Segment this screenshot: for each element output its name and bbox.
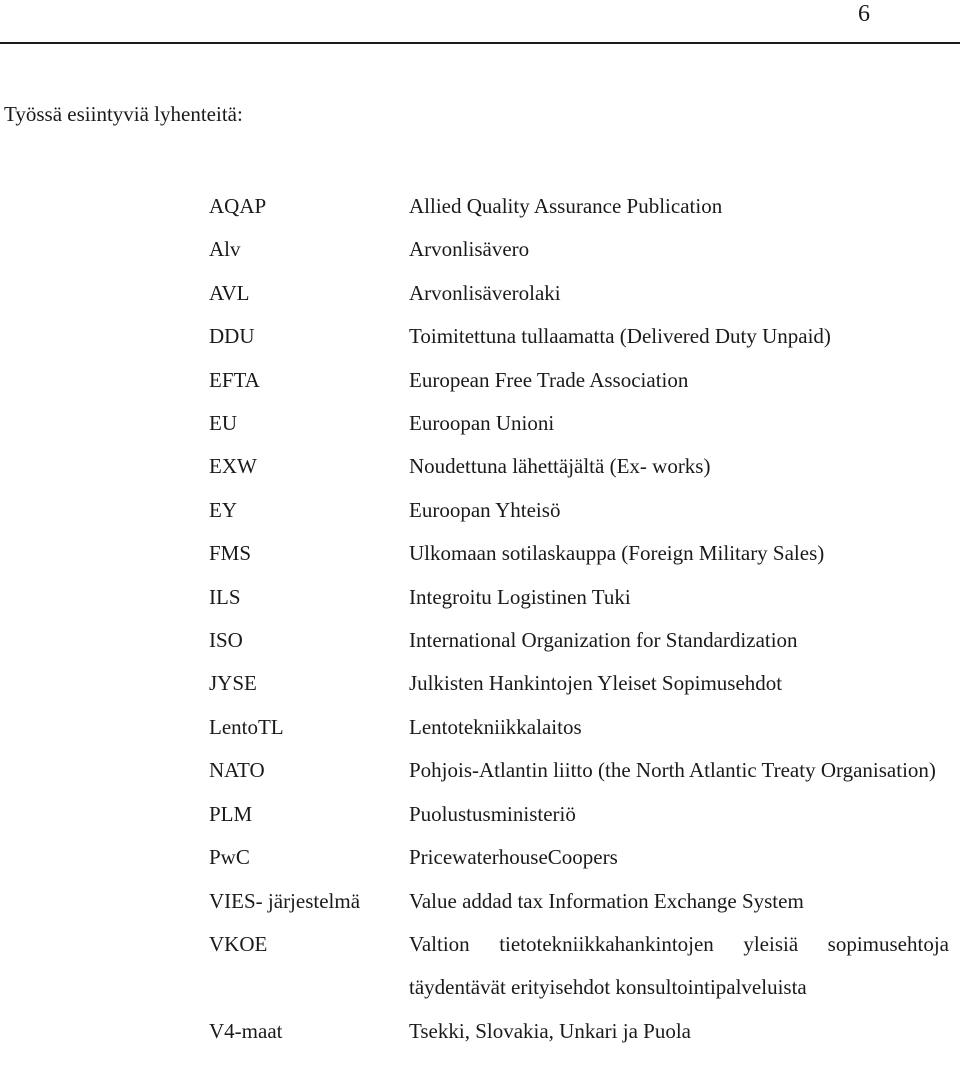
abbreviation-term: FMS (209, 541, 252, 566)
abbreviation-definition: Allied Quality Assurance Publication (409, 194, 723, 218)
abbreviation-term: NATO (209, 758, 265, 783)
abbreviation-row (209, 793, 949, 836)
header-rule (0, 42, 960, 44)
abbreviation-term: VKOE (209, 931, 268, 956)
abbreviation-row (209, 749, 949, 792)
abbreviation-row (209, 1010, 949, 1053)
abbreviation-definition: Toimitettuna tullaamatta (Delivered Duty Unpaid) (409, 324, 831, 349)
abbreviation-definition: Value addad tax Information Exchange System (409, 888, 804, 913)
abbreviation-term: EFTA (209, 367, 260, 392)
abbreviation-term: PwC (209, 845, 250, 870)
section-heading: Työssä esiintyviä lyhenteitä: (4, 102, 243, 126)
abbreviation-term: DDU (209, 324, 255, 349)
abbreviation-term: EXW (209, 454, 257, 479)
abbreviation-definition: Euroopan Unioni (409, 411, 555, 436)
abbreviation-definition: Euroopan Yhteisö (409, 497, 561, 522)
abbreviation-definition: International Organization for Standardization (409, 628, 798, 653)
abbreviation-term: LentoTL (209, 714, 284, 739)
abbreviation-term: ISO (209, 628, 243, 653)
abbreviation-term: ILS (209, 584, 241, 609)
abbreviation-row (209, 445, 949, 488)
abbreviation-definition: European Free Trade Association (409, 367, 689, 392)
abbreviation-row (209, 359, 949, 402)
abbreviation-term: Alv (209, 237, 241, 262)
abbreviation-row (209, 489, 949, 532)
abbreviation-definition: Arvonlisäverolaki (409, 280, 561, 305)
abbreviation-definition: Noudettuna lähettäjältä (Ex- works) (409, 454, 711, 479)
abbreviation-term: AQAP (209, 194, 267, 218)
abbreviation-definition: Julkisten Hankintojen Yleiset Sopimusehdot (409, 671, 783, 696)
abbreviation-definition: Valtion tietotekniikkahankintojen yleisiä sopimusehtoja täydentävät erityisehdot konsultointipalveluista (409, 931, 949, 1000)
abbreviation-definition: Ulkomaan sotilaskauppa (Foreign Military Sales) (409, 541, 825, 566)
abbreviation-term: AVL (209, 280, 250, 305)
abbreviation-row (209, 923, 949, 1010)
abbreviation-term: V4-maat (209, 1018, 283, 1043)
abbreviation-list (209, 185, 949, 1053)
abbreviation-definition: Lentotekniikkalaitos (409, 714, 582, 739)
abbreviation-row (209, 836, 949, 879)
abbreviation-term: EU (209, 411, 237, 436)
abbreviation-definition: Pohjois-Atlantin liitto (the North Atlantic Treaty Organisation) (409, 758, 936, 783)
abbreviation-row (209, 706, 949, 749)
abbreviation-definition: Arvonlisävero (409, 237, 530, 262)
abbreviation-row (209, 315, 949, 358)
abbreviation-definition: Tsekki, Slovakia, Unkari ja Puola (409, 1018, 691, 1043)
abbreviation-row (209, 576, 949, 619)
page-number: 6 (858, 1, 870, 27)
abbreviation-definition: PricewaterhouseCoopers (409, 845, 618, 870)
abbreviation-definition: Puolustusministeriö (409, 801, 576, 826)
abbreviation-row (209, 402, 949, 445)
abbreviation-row (209, 619, 949, 662)
abbreviation-row (209, 662, 949, 705)
abbreviation-term: VIES- järjestelmä (209, 888, 361, 913)
abbreviation-term: PLM (209, 801, 253, 826)
abbreviation-term: EY (209, 497, 237, 522)
abbreviation-definition: Integroitu Logistinen Tuki (409, 584, 631, 609)
abbreviation-row (209, 272, 949, 315)
abbreviation-row (209, 228, 949, 271)
abbreviation-row (209, 532, 949, 575)
abbreviation-term: JYSE (209, 671, 257, 696)
abbreviation-row (209, 185, 949, 228)
abbreviation-row (209, 880, 949, 923)
